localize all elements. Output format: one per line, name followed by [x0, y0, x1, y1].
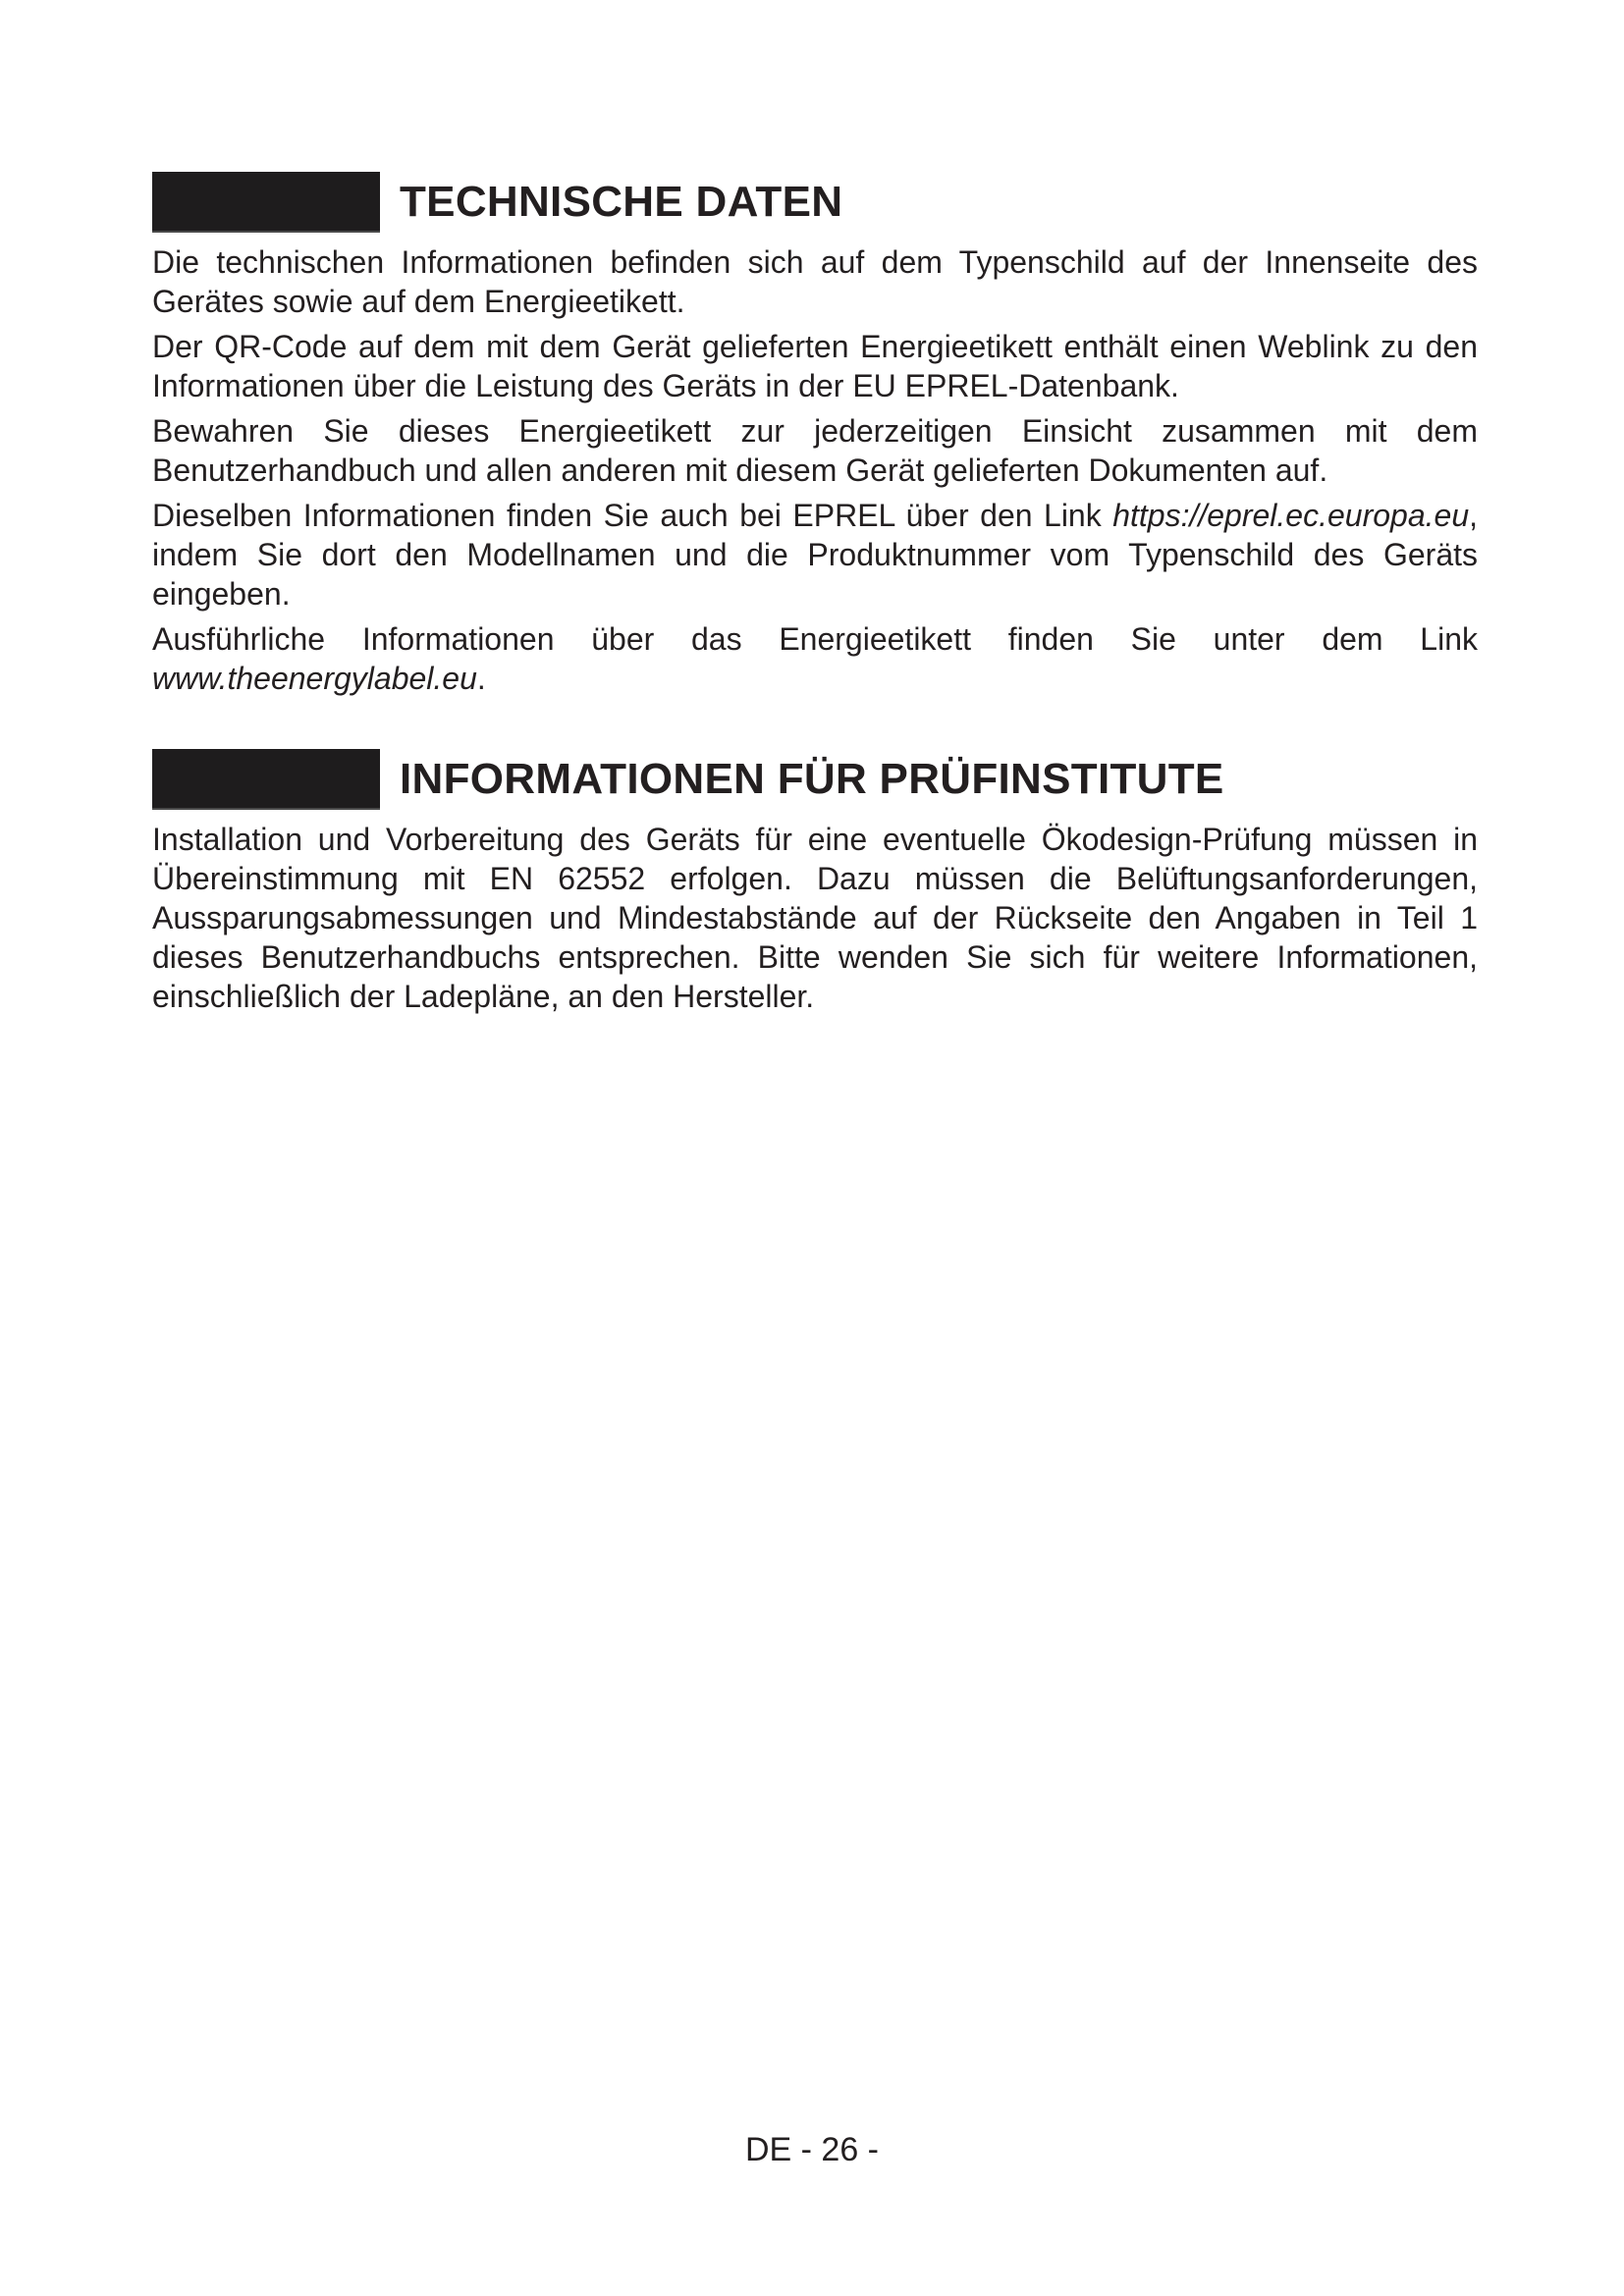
energylabel-text-before: Ausführliche Informationen über das Energieetikett finden Sie unter dem Link — [152, 621, 1478, 657]
paragraph-type-plate: Die technischen Informationen befinden sich auf dem Typenschild auf der Innenseite des Gerätes sowie auf dem Energieetikett. — [152, 244, 1478, 319]
paragraph-keep-label: Bewahren Sie dieses Energieetikett zur jederzeitigen Einsicht zusammen mit dem Benutzerhandbuch und allen anderen mit diesem Gerät gelieferten Dokumenten auf. — [152, 413, 1478, 488]
eprel-text-before: Dieselben Informationen finden Sie auch bei EPREL über den Link — [152, 498, 1113, 533]
page-number: DE - 26 - — [744, 2131, 880, 2168]
section-title: INFORMATIONEN FÜR PRÜFINSTITUTE — [400, 755, 1224, 803]
eprel-link[interactable]: https://eprel.ec.europa.eu — [1112, 498, 1470, 533]
heading-bar-decoration — [152, 749, 380, 810]
section-title: TECHNISCHE DATEN — [400, 178, 843, 226]
paragraph-qr-code: Der QR-Code auf dem mit dem Gerät gelieferten Energieetikett enthält einen Weblink zu den Informationen über die Leistung des Geräts in der EU EPREL-Datenbank. — [152, 329, 1478, 403]
energylabel-text-after: . — [476, 661, 486, 696]
paragraph-energylabel-link — [152, 619, 1478, 698]
section-heading — [152, 749, 1478, 810]
eprel-text-after: , indem Sie dort den Modellnamen und die Produktnummer vom Typenschild des Geräts eingeben. — [152, 498, 1478, 612]
paragraph-eprel-link — [152, 496, 1478, 614]
paragraph-ecodesign-testing: Installation und Vorbereitung des Geräts für eine eventuelle Ökodesign-Prüfung müssen in Übereinstimmung mit EN 62552 erfolgen. Dazu müssen die Belüftungsanforderungen, Aussparungsabmessungen und Mindestabstände auf der Rückseite den Angaben in Teil 1 dieses Benutzerhandbuchs entsprechen. Bitte wenden Sie sich für weitere Informationen, einschließlich der Ladepläne, an den Hersteller. — [152, 822, 1478, 1014]
section-heading — [152, 172, 1478, 233]
section-test-institutes — [152, 749, 1478, 1022]
heading-bar-decoration — [152, 172, 380, 233]
section-technical-data — [152, 172, 1478, 704]
energylabel-link[interactable]: www.theenergylabel.eu — [152, 661, 477, 696]
